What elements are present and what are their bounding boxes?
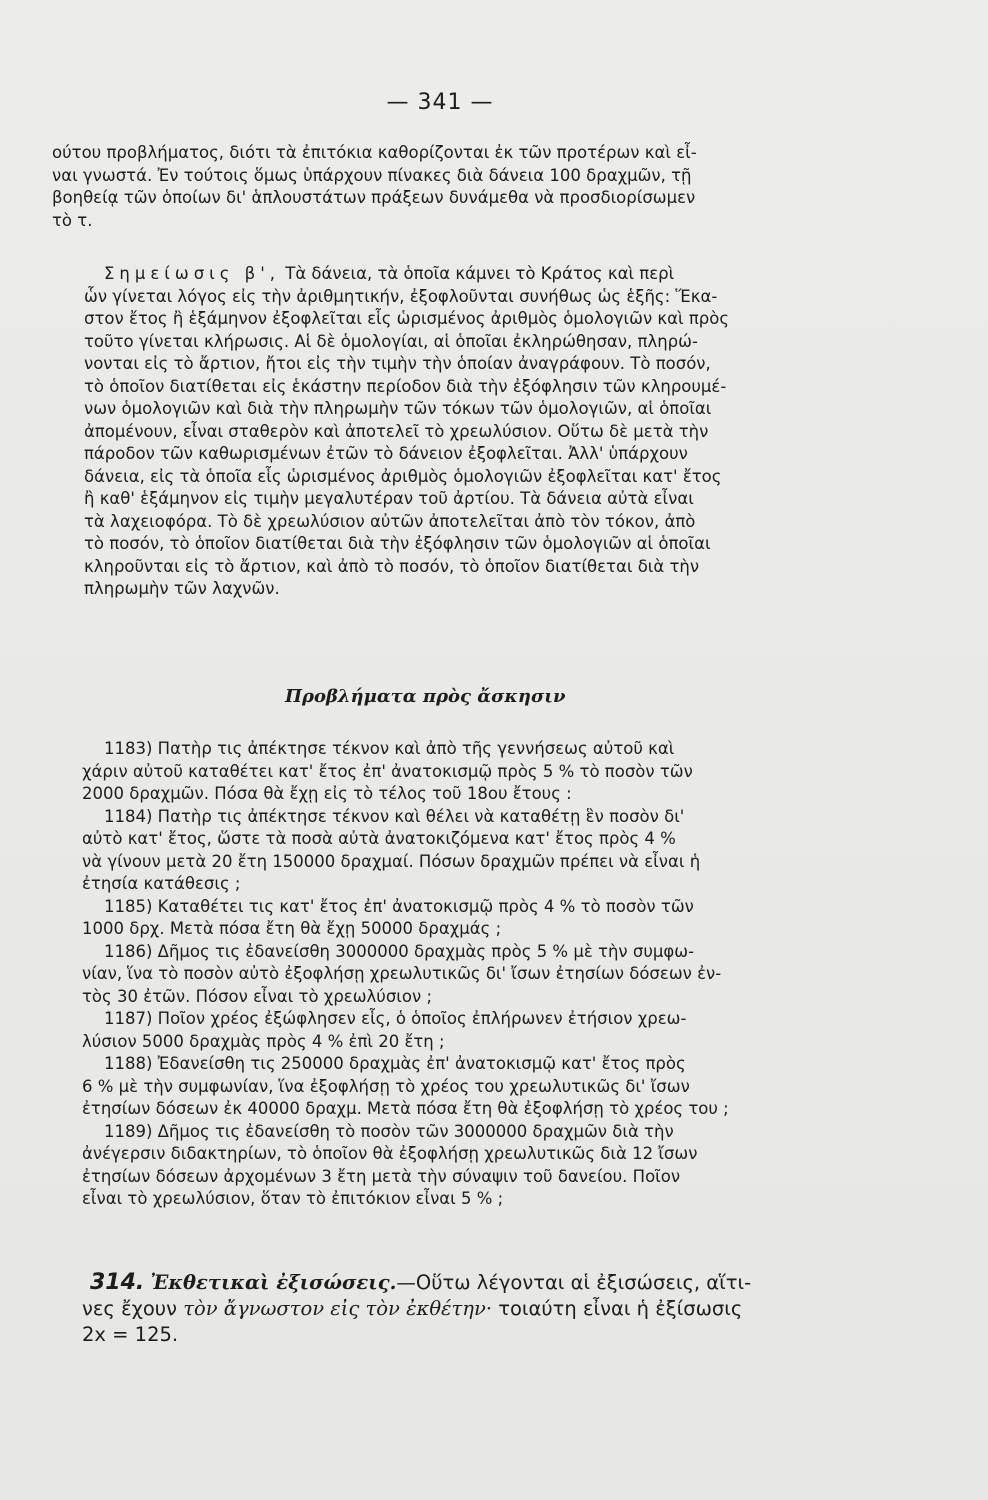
exercise-line: ἐτησίων δόσεων ἐκ 40000 δραχμ. Μετὰ πόσα ἔτη θὰ ἐξοφλήσῃ τὸ χρέος του ; [82,1099,729,1118]
exercises-heading: Προβλήματα πρὸς ἄσκησιν [285,686,566,707]
text-line: ναι γνωστά. Ἐν τούτοις ὅμως ὑπάρχουν πίνακες διὰ δάνεια 100 δραχμῶν, τῇ [52,165,692,185]
section-second-line [82,1296,751,1322]
text-line: βοηθείᾳ τῶν ὁποίων δι' ἁπλουστάτων πράξεων δυνάμεθα νὰ προσδιορίσωμεν [52,188,696,207]
exercise-line: 1186) Δῆμος τις ἐδανείσθη 3000000 δραχμὰς πρὸς 5 % μὲ τὴν συμφω- [104,941,695,961]
text-line: στον ἔτος ἢ ἑξάμηνον ἐξοφλεῖται εἷς ὡρισμένος ἀριθμὸς ὁμολογιῶν καὶ πρὸς [84,309,730,328]
text-line: τὸ τ. [52,210,93,230]
section-314 [82,1270,751,1348]
exercise-line: ἀνέγερσιν διδακτηρίων, τὸ ὁποῖον θὰ ἐξοφλήσῃ χρεωλυτικῶς διὰ 12 ἴσων [82,1144,698,1163]
text-line: τὰ λαχειοφόρα. Τὸ δὲ χρεωλύσιον αὐτῶν ἀποτελεῖται ἀπὸ τὸν τόκον, ἀπὸ [84,511,696,531]
exercise-line: αὐτὸ κατ' ἔτος, ὥστε τὰ ποσὰ αὐτὰ ἀνατοκιζόμενα κατ' ἔτος πρὸς 4 % [82,829,676,848]
section-first-line [82,1270,751,1296]
intro-paragraph [52,142,697,232]
note-first-line [84,263,729,286]
exercise-line: 1185) Καταθέτει τις κατ' ἔτος ἐπ' ἀνατοκισμῷ πρὸς 4 % τὸ ποσὸν τῶν [104,896,694,916]
section-number: 314. [90,1270,145,1295]
text-line: ἢ καθ' ἑξάμηνον εἰς τιμὴν μεγαλυτέραν τοῦ ἀρτίου. Τὰ δάνεια αὐτὰ εἶναι [84,489,694,508]
exercise-line: 2000 δραχμῶν. Πόσα θὰ ἔχῃ εἰς τὸ τέλος τοῦ 18ου ἔτους : [82,784,572,803]
text-line: ούτου προβλήματος, διότι τὰ ἐπιτόκια καθορίζονται ἐκ τῶν προτέρων καὶ εἶ- [52,143,697,162]
text-line: νονται εἰς τὸ ἄρτιον, ἤτοι εἰς τὴν τιμὴν τὴν ὁποίαν ἀναγράφουν. Τὸ ποσόν, [84,354,711,373]
text-line: ὧν γίνεται λόγος εἰς τὴν ἀριθμητικήν, ἐξοφλοῦνται συνήθως ὡς ἑξῆς: Ἕκα- [84,286,718,306]
exercise-line: νίαν, ἵνα τὸ ποσὸν αὐτὸ ἐξοφλήσῃ χρεωλυτικῶς δι' ἴσων ἐτησίων δόσεων ἐν- [82,964,722,983]
note-paragraph [84,263,729,601]
section-line2-start: νες ἔχουν [82,1297,177,1320]
equation-line: 2x = 125. [82,1323,179,1346]
text-line: πληρωμὴν τῶν λαχνῶν. [84,579,280,598]
section-first-line-text: —Οὕτω λέγονται αἱ ἐξισώσεις, αἵτι- [396,1271,752,1294]
exercise-line: 1000 δρχ. Μετὰ πόσα ἔτη θὰ ἔχῃ 50000 δραχμάς ; [82,919,502,938]
text-line: κληροῦνται εἰς τὸ ἄρτιον, καὶ ἀπὸ τὸ ποσόν, τὸ ὁποῖον διατίθεται διὰ τὴν [84,556,700,576]
exercise-line: χάριν αὐτοῦ καταθέτει κατ' ἔτος ἐπ' ἀνατοκισμῷ πρὸς 5 % τὸ ποσὸν τῶν [82,761,693,781]
exercise-line: 1184) Πατὴρ τις ἀπέκτησε τέκνον καὶ θέλει νὰ καταθέτῃ ἓν ποσὸν δι' [104,806,685,826]
section-line2-end: τοιαύτη εἶναι ἡ ἐξίσωσις [498,1297,743,1320]
exercise-line: ἐτησίων δόσεων ἀρχομένων 3 ἔτη μετὰ τὴν σύναψιν τοῦ δανείου. Ποῖον [82,1166,681,1186]
text-line: ἀπομένουν, εἶναι σταθερὸν καὶ ἀποτελεῖ τὸ χρεωλύσιον. Οὕτω δὲ μετὰ τὴν [84,421,709,441]
text-line: τοῦτο γίνεται κλήρωσις. Αἱ δὲ ὁμολογίαι, αἱ ὁποῖαι ἐκληρώθησαν, πληρώ- [84,331,698,351]
text-line: δάνεια, εἰς τὰ ὁποῖα εἷς ὡρισμένος ἀριθμὸς ὁμολογιῶν ἐξοφλεῖται κατ' ἔτος [84,466,722,486]
section-title: Ἐκθετικαὶ ἐξισώσεις. [150,1271,397,1294]
text-line: τὸ ὁποῖον διατίθεται εἰς ἑκάστην περίοδον διὰ τὴν ἐξόφλησιν τῶν κληρουμέ- [84,376,727,396]
exercise-line: εἶναι τὸ χρεωλύσιον, ὅταν τὸ ἐπιτόκιον εἶναι 5 % ; [82,1189,504,1208]
exercise-line: 1189) Δῆμος τις ἐδανείσθη τὸ ποσὸν τῶν 3000000 δραχμῶν διὰ τὴν [104,1121,674,1141]
exercise-line: 1187) Ποῖον χρέος ἐξώφλησεν εἷς, ὁ ὁποῖος ἐπλήρωνεν ἐτήσιον χρεω- [104,1009,687,1028]
exercise-line: τὸς 30 ἐτῶν. Πόσον εἶναι τὸ χρεωλύσιον ; [82,986,432,1006]
note-label: Σημείωσις β', [104,264,280,283]
text-line: τὸ ποσόν, τὸ ὁποῖον διατίθεται διὰ τὴν ἐξόφλησιν τῶν ὁμολογιῶν αἱ ὁποῖαι [84,534,711,553]
page-number: — 341 — [386,90,494,115]
exercise-line: λύσιον 5000 δραχμὰς πρὸς 4 % ἐπὶ 20 ἔτη ; [82,1031,445,1051]
exercise-line: νὰ γίνουν μετὰ 20 ἔτη 150000 δραχμαί. Πόσων δραχμῶν πρέπει νὰ εἶναι ἡ [82,851,701,871]
exercise-line: 1188) Ἐδανείσθη τις 250000 δραχμὰς ἐπ' ἀνατοκισμῷ κατ' ἔτος πρὸς [104,1054,686,1073]
section-line2-italic: τὸν ἄγνωστον εἰς τὸν ἐκθέτην· [183,1297,493,1320]
exercises-list [82,738,729,1211]
exercise-line: ἐτησία κατάθεσις ; [82,874,241,893]
exercise-line: 6 % μὲ τὴν συμφωνίαν, ἵνα ἐξοφλήσῃ τὸ χρέος του χρεωλυτικῶς δι' ἴσων [82,1076,690,1096]
exercise-line: 1183) Πατὴρ τις ἀπέκτησε τέκνον καὶ ἀπὸ τῆς γεννήσεως αὐτοῦ καὶ [104,739,675,758]
text-line: νων ὁμολογιῶν καὶ διὰ τὴν πληρωμὴν τῶν τόκων τῶν ὁμολογιῶν, αἱ ὁποῖαι [84,399,712,418]
text-line: πάροδον τῶν καθωρισμένων ἐτῶν τὸ δάνειον ἐξοφλεῖται. Ἀλλ' ὑπάρχουν [84,444,688,463]
note-first-line-text: Τὰ δάνεια, τὰ ὁποῖα κάμνει τὸ Κράτος καὶ περὶ [285,264,675,283]
